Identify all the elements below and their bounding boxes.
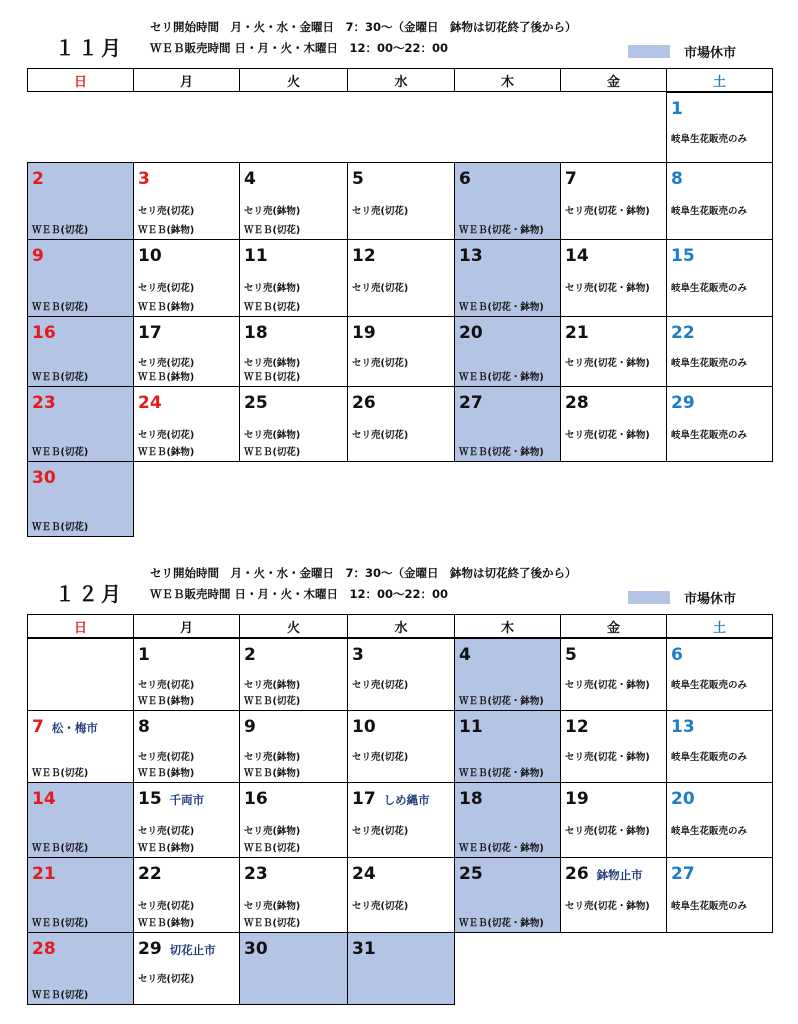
day-number: 20 xyxy=(459,323,483,343)
sale-type-primary: セリ売(切花・鉢物) xyxy=(565,283,650,294)
day-number: 15 千両市 xyxy=(138,789,205,809)
day-cell[interactable] xyxy=(239,386,348,462)
day-number: 9 xyxy=(32,246,44,266)
day-cell[interactable] xyxy=(666,386,773,462)
day-number: 11 xyxy=(244,246,268,266)
day-cell[interactable] xyxy=(239,857,348,933)
weekday-header: 土 xyxy=(666,614,773,638)
day-number: 17 しめ縄市 xyxy=(352,789,430,809)
market-event-label: 切花止市 xyxy=(169,943,216,957)
day-number: 3 xyxy=(352,645,364,665)
day-cell[interactable] xyxy=(560,386,667,462)
weekday-header: 月 xyxy=(133,614,240,638)
sale-type-primary: セリ売(切花) xyxy=(138,430,195,441)
day-cell[interactable] xyxy=(347,386,455,462)
day-number: 23 xyxy=(244,864,268,884)
sale-type-primary: 岐阜生花販売のみ xyxy=(671,752,748,763)
day-number: 23 xyxy=(32,393,56,413)
sale-type-secondary: ＷＥＢ(切花) xyxy=(244,696,301,707)
sale-type-primary: 岐阜生花販売のみ xyxy=(671,826,748,837)
weekday-header: 月 xyxy=(133,68,240,92)
sale-type-secondary: ＷＥＢ(切花) xyxy=(244,447,301,458)
day-number: 10 xyxy=(352,717,376,737)
sale-type-secondary: ＷＥＢ(切花) xyxy=(32,768,89,779)
day-cell[interactable] xyxy=(560,782,667,858)
sale-type-primary: セリ売(切花・鉢物) xyxy=(565,430,650,441)
day-number: 4 xyxy=(244,169,256,189)
day-cell[interactable] xyxy=(27,461,134,537)
sale-type-primary: セリ売(切花) xyxy=(138,901,195,912)
sale-type-secondary: ＷＥＢ(切花) xyxy=(244,302,301,313)
day-cell[interactable] xyxy=(454,386,561,462)
day-number: 19 xyxy=(565,789,589,809)
legend-swatch xyxy=(628,45,670,58)
day-number: 21 xyxy=(32,864,56,884)
day-number: 18 xyxy=(459,789,483,809)
day-number: 28 xyxy=(565,393,589,413)
day-cell[interactable] xyxy=(27,932,134,1005)
day-number: 1 xyxy=(138,645,150,665)
day-number: 15 xyxy=(671,246,695,266)
day-number: 22 xyxy=(671,323,695,343)
day-cell[interactable] xyxy=(666,92,773,163)
day-cell[interactable] xyxy=(560,239,667,317)
day-cell[interactable] xyxy=(27,162,134,240)
weekday-header: 木 xyxy=(454,68,561,92)
day-cell[interactable] xyxy=(133,316,240,387)
sale-type-primary: セリ売(鉢物) xyxy=(244,358,301,369)
market-event-label: しめ縄市 xyxy=(383,793,430,807)
sale-type-primary: 岐阜生花販売のみ xyxy=(671,283,748,294)
day-cell[interactable] xyxy=(239,316,348,387)
sale-type-primary: セリ売(切花) xyxy=(138,752,195,763)
day-number: 9 xyxy=(244,717,256,737)
day-cell[interactable] xyxy=(27,857,134,933)
sale-type-primary: セリ売(切花・鉢物) xyxy=(565,752,650,763)
web-sales-hours-text: ＷＥＢ販売時間 日・月・火・木曜日 12：00～22：00 xyxy=(150,587,449,601)
day-number: 30 xyxy=(244,939,268,959)
day-number: 7 xyxy=(565,169,577,189)
day-cell[interactable] xyxy=(347,710,455,783)
sale-type-primary: セリ売(鉢物) xyxy=(244,680,301,691)
day-number: 8 xyxy=(671,169,683,189)
sale-type-secondary: ＷＥＢ(切花) xyxy=(32,372,89,383)
day-number: 10 xyxy=(138,246,162,266)
sale-type-secondary: ＷＥＢ(切花・鉢物) xyxy=(459,225,544,236)
day-number: 8 xyxy=(138,717,150,737)
sale-type-secondary: ＷＥＢ(切花) xyxy=(32,302,89,313)
weekday-header: 金 xyxy=(560,68,667,92)
day-cell[interactable] xyxy=(27,239,134,317)
day-cell[interactable] xyxy=(133,857,240,933)
day-number: 5 xyxy=(565,645,577,665)
sale-type-primary: セリ売(鉢物) xyxy=(244,752,301,763)
day-number: 13 xyxy=(459,246,483,266)
legend-label: 市場休市 xyxy=(684,592,737,607)
day-number: 29 xyxy=(671,393,695,413)
day-cell[interactable] xyxy=(347,638,455,711)
sale-type-secondary: ＷＥＢ(切花) xyxy=(32,447,89,458)
sale-type-secondary: ＷＥＢ(切花・鉢物) xyxy=(459,696,544,707)
day-cell[interactable] xyxy=(560,162,667,240)
day-number: 7 松・梅市 xyxy=(32,717,98,737)
sale-type-secondary: ＷＥＢ(鉢物) xyxy=(138,918,195,929)
day-cell[interactable] xyxy=(133,638,240,711)
sale-type-secondary: ＷＥＢ(切花) xyxy=(244,918,301,929)
day-cell[interactable] xyxy=(454,857,561,933)
day-cell[interactable] xyxy=(133,710,240,783)
sale-type-secondary: ＷＥＢ(切花) xyxy=(32,918,89,929)
day-cell[interactable] xyxy=(454,782,561,858)
day-number: 13 xyxy=(671,717,695,737)
sale-type-primary: セリ売(鉢物) xyxy=(244,901,301,912)
sale-type-secondary: ＷＥＢ(切花・鉢物) xyxy=(459,302,544,313)
sale-type-primary: セリ売(切花) xyxy=(138,974,195,985)
day-number: 3 xyxy=(138,169,150,189)
sale-type-primary: セリ売(切花) xyxy=(352,752,409,763)
day-number: 14 xyxy=(32,789,56,809)
day-number: 26 鉢物止市 xyxy=(565,864,643,884)
day-cell[interactable] xyxy=(666,239,773,317)
day-cell[interactable] xyxy=(454,162,561,240)
web-sales-hours-text: ＷＥＢ販売時間 日・月・火・木曜日 12：00～22：00 xyxy=(150,41,449,55)
day-cell[interactable] xyxy=(133,932,240,1005)
day-number: 18 xyxy=(244,323,268,343)
day-cell[interactable] xyxy=(239,239,348,317)
day-cell[interactable] xyxy=(133,239,240,317)
sale-type-primary: セリ売(切花) xyxy=(138,680,195,691)
sale-type-primary: セリ売(鉢物) xyxy=(244,283,301,294)
day-cell[interactable] xyxy=(133,386,240,462)
sale-type-primary: 岐阜生花販売のみ xyxy=(671,358,748,369)
day-cell[interactable] xyxy=(666,316,773,387)
day-cell[interactable] xyxy=(27,316,134,387)
day-number: 6 xyxy=(671,645,683,665)
day-cell[interactable] xyxy=(666,638,773,711)
day-number: 2 xyxy=(32,169,44,189)
day-number: 12 xyxy=(565,717,589,737)
market-closed-legend xyxy=(628,588,736,607)
sale-type-primary: セリ売(切花) xyxy=(352,680,409,691)
day-number: 22 xyxy=(138,864,162,884)
sale-type-primary: セリ売(切花) xyxy=(352,826,409,837)
day-number: 16 xyxy=(244,789,268,809)
sale-type-primary: セリ売(切花) xyxy=(352,358,409,369)
auction-hours-text: セリ開始時間 月・火・水・金曜日 7：30～（金曜日 鉢物は切花終了後から） xyxy=(150,20,577,34)
weekday-header: 水 xyxy=(347,68,455,92)
sale-type-secondary: ＷＥＢ(切花) xyxy=(32,522,89,533)
day-number: 27 xyxy=(671,864,695,884)
day-cell[interactable] xyxy=(27,638,134,711)
day-number: 16 xyxy=(32,323,56,343)
day-number: 17 xyxy=(138,323,162,343)
day-cell[interactable] xyxy=(666,162,773,240)
sale-type-secondary: ＷＥＢ(切花) xyxy=(244,843,301,854)
sale-type-secondary: ＷＥＢ(切花・鉢物) xyxy=(459,372,544,383)
day-number: 20 xyxy=(671,789,695,809)
day-cell[interactable] xyxy=(133,782,240,858)
day-cell[interactable] xyxy=(666,710,773,783)
day-number: 1 xyxy=(671,99,683,119)
weekday-header: 日 xyxy=(27,68,134,92)
day-number: 28 xyxy=(32,939,56,959)
day-cell[interactable] xyxy=(454,239,561,317)
sale-type-secondary: ＷＥＢ(鉢物) xyxy=(138,372,195,383)
day-cell[interactable] xyxy=(347,782,455,858)
sale-type-secondary: ＷＥＢ(鉢物) xyxy=(138,225,195,236)
sale-type-secondary: ＷＥＢ(鉢物) xyxy=(244,768,301,779)
sale-type-primary: セリ売(切花) xyxy=(352,901,409,912)
sale-type-primary: セリ売(切花・鉢物) xyxy=(565,901,650,912)
market-event-label: 鉢物止市 xyxy=(596,868,643,882)
day-cell[interactable] xyxy=(27,782,134,858)
sale-type-primary: セリ売(切花・鉢物) xyxy=(565,826,650,837)
sale-type-primary: セリ売(鉢物) xyxy=(244,206,301,217)
sale-type-primary: セリ売(切花・鉢物) xyxy=(565,358,650,369)
sale-type-secondary: ＷＥＢ(鉢物) xyxy=(138,843,195,854)
sale-type-primary: セリ売(切花・鉢物) xyxy=(565,206,650,217)
day-number: 30 xyxy=(32,468,56,488)
day-number: 27 xyxy=(459,393,483,413)
day-number: 25 xyxy=(244,393,268,413)
day-number: 14 xyxy=(565,246,589,266)
day-number: 25 xyxy=(459,864,483,884)
sale-type-secondary: ＷＥＢ(切花) xyxy=(244,225,301,236)
sale-type-secondary: ＷＥＢ(鉢物) xyxy=(138,768,195,779)
sale-type-secondary: ＷＥＢ(鉢物) xyxy=(138,696,195,707)
sale-type-secondary: ＷＥＢ(切花) xyxy=(32,990,89,1001)
sale-type-secondary: ＷＥＢ(切花) xyxy=(244,372,301,383)
day-cell[interactable] xyxy=(133,162,240,240)
month-title: １２月 xyxy=(55,582,124,606)
day-number: 12 xyxy=(352,246,376,266)
day-cell[interactable] xyxy=(27,386,134,462)
day-number: 29 切花止市 xyxy=(138,939,216,959)
day-cell[interactable] xyxy=(239,638,348,711)
weekday-header: 金 xyxy=(560,614,667,638)
weekday-header: 火 xyxy=(239,614,348,638)
sale-type-secondary: ＷＥＢ(切花・鉢物) xyxy=(459,768,544,779)
sale-type-primary: セリ売(切花) xyxy=(138,206,195,217)
weekday-header: 日 xyxy=(27,614,134,638)
sale-type-primary: セリ売(切花) xyxy=(352,206,409,217)
sale-type-secondary: ＷＥＢ(切花) xyxy=(32,225,89,236)
weekday-header: 火 xyxy=(239,68,348,92)
sale-type-primary: セリ売(切花・鉢物) xyxy=(565,680,650,691)
day-cell[interactable] xyxy=(454,638,561,711)
auction-hours-text: セリ開始時間 月・火・水・金曜日 7：30～（金曜日 鉢物は切花終了後から） xyxy=(150,566,577,580)
day-cell[interactable] xyxy=(454,710,561,783)
day-cell[interactable] xyxy=(454,316,561,387)
sale-type-primary: セリ売(切花) xyxy=(138,358,195,369)
day-cell[interactable] xyxy=(560,638,667,711)
sale-type-secondary: ＷＥＢ(切花) xyxy=(32,843,89,854)
day-cell[interactable] xyxy=(560,316,667,387)
sale-type-secondary: ＷＥＢ(鉢物) xyxy=(138,302,195,313)
market-event-label: 松・梅市 xyxy=(51,721,98,735)
weekday-header: 木 xyxy=(454,614,561,638)
day-cell[interactable] xyxy=(27,710,134,783)
day-number: 24 xyxy=(138,393,162,413)
sale-type-primary: 岐阜生花販売のみ xyxy=(671,680,748,691)
day-number: 4 xyxy=(459,645,471,665)
sale-type-primary: 岐阜生花販売のみ xyxy=(671,134,748,145)
day-number: 26 xyxy=(352,393,376,413)
day-cell[interactable] xyxy=(560,857,667,933)
day-number: 2 xyxy=(244,645,256,665)
day-cell[interactable] xyxy=(666,857,773,933)
month-title: １１月 xyxy=(55,36,124,60)
day-number: 19 xyxy=(352,323,376,343)
sale-type-primary: セリ売(鉢物) xyxy=(244,826,301,837)
sale-type-primary: 岐阜生花販売のみ xyxy=(671,430,748,441)
legend-label: 市場休市 xyxy=(684,46,737,61)
weekday-header: 土 xyxy=(666,68,773,92)
day-number: 5 xyxy=(352,169,364,189)
day-cell[interactable] xyxy=(239,162,348,240)
market-closed-legend xyxy=(628,42,736,61)
day-cell[interactable] xyxy=(239,932,348,1005)
sale-type-secondary: ＷＥＢ(切花・鉢物) xyxy=(459,843,544,854)
sale-type-secondary: ＷＥＢ(鉢物) xyxy=(138,447,195,458)
sale-type-primary: セリ売(切花) xyxy=(138,283,195,294)
sale-type-primary: セリ売(鉢物) xyxy=(244,430,301,441)
weekday-header: 水 xyxy=(347,614,455,638)
day-cell[interactable] xyxy=(347,857,455,933)
sale-type-primary: セリ売(切花) xyxy=(352,283,409,294)
sale-type-primary: 岐阜生花販売のみ xyxy=(671,206,748,217)
sale-type-secondary: ＷＥＢ(切花・鉢物) xyxy=(459,918,544,929)
day-number: 24 xyxy=(352,864,376,884)
day-cell[interactable] xyxy=(239,782,348,858)
market-event-label: 千両市 xyxy=(169,793,205,807)
day-cell[interactable] xyxy=(239,710,348,783)
day-cell[interactable] xyxy=(560,710,667,783)
sale-type-primary: セリ売(切花) xyxy=(352,430,409,441)
day-number: 21 xyxy=(565,323,589,343)
day-cell[interactable] xyxy=(347,932,455,1005)
legend-swatch xyxy=(628,591,670,604)
day-number: 11 xyxy=(459,717,483,737)
day-cell[interactable] xyxy=(666,782,773,858)
day-cell[interactable] xyxy=(347,316,455,387)
day-cell[interactable] xyxy=(347,239,455,317)
sale-type-primary: 岐阜生花販売のみ xyxy=(671,901,748,912)
sale-type-secondary: ＷＥＢ(切花・鉢物) xyxy=(459,447,544,458)
day-number: 31 xyxy=(352,939,376,959)
sale-type-primary: セリ売(切花) xyxy=(138,826,195,837)
day-cell[interactable] xyxy=(347,162,455,240)
day-number: 6 xyxy=(459,169,471,189)
